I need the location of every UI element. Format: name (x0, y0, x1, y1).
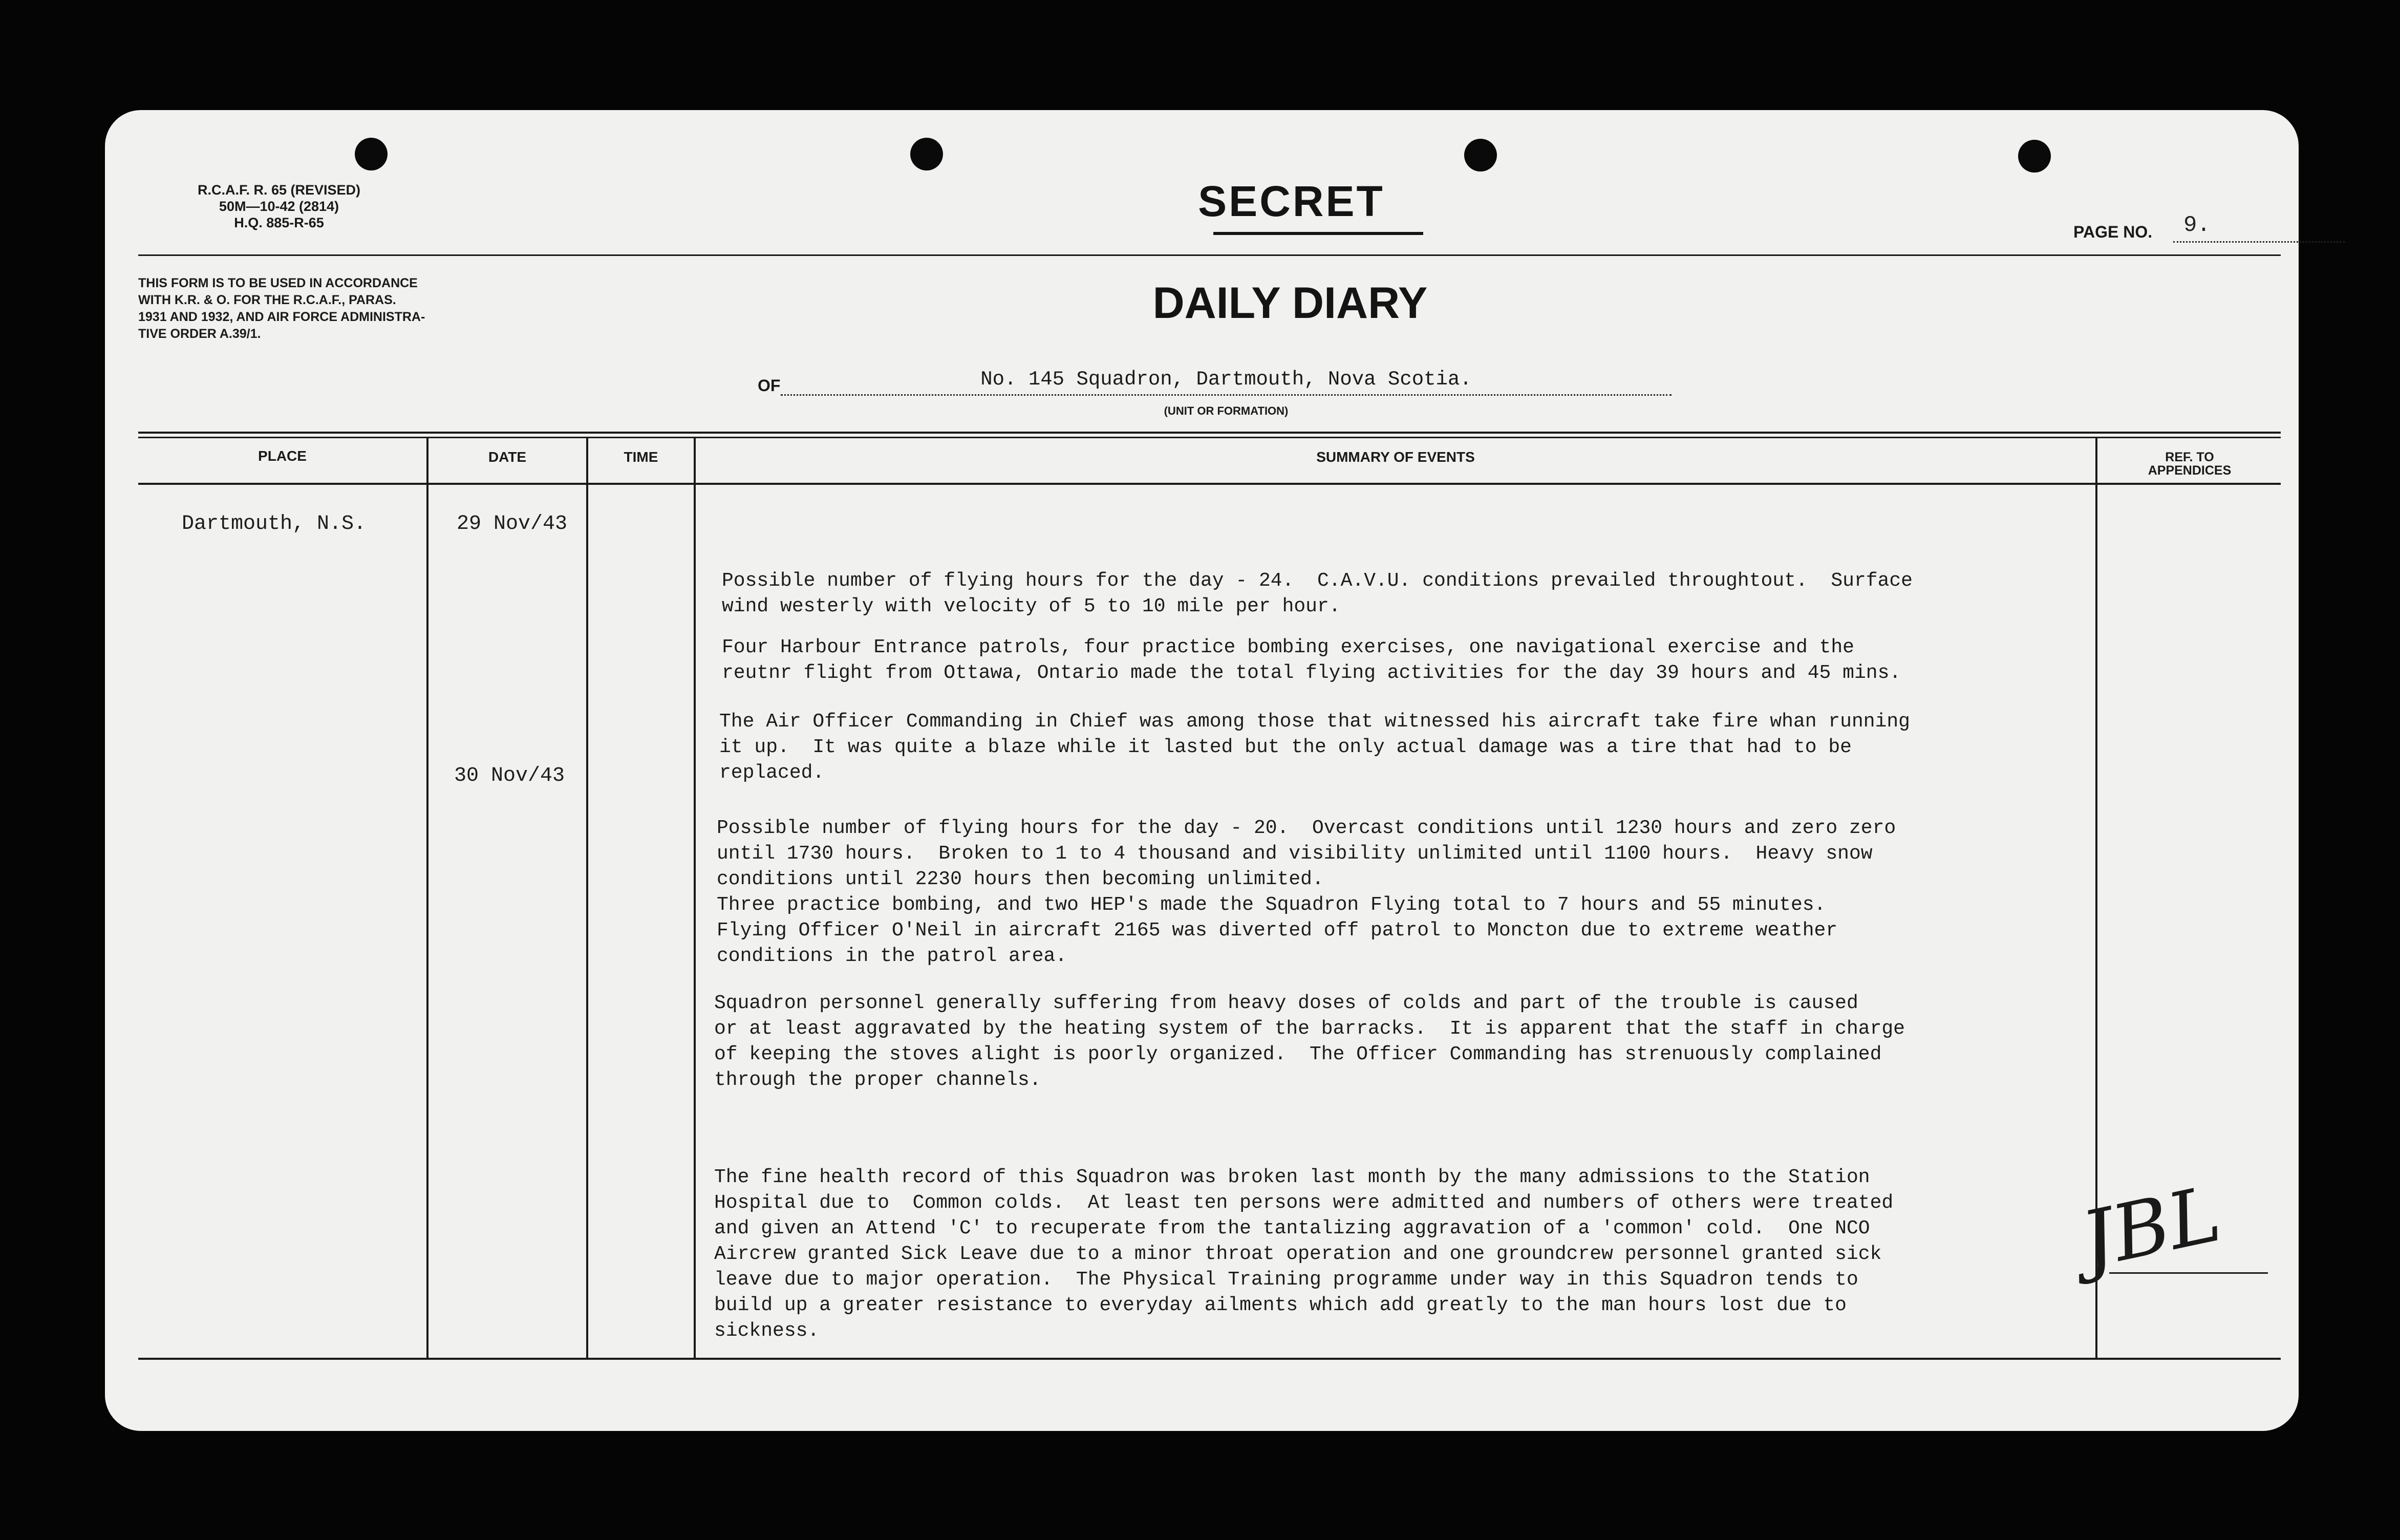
summary-paragraph: Possible number of flying hours for the day - 20. Overcast conditions until 1230 hours and zero zero until 1730 hours. Broken to 1 to 4 thousand and visibility unlimited until 1100 hours. Heavy snow conditions until 2230 hours then becoming unlimited. (717, 817, 1896, 890)
summary-paragraph: The Air Officer Commanding in Chief was among those that witnessed his aircraft take fire whan running it up. It was quite a blaze while it lasted but the only actual damage was a tire that had to be replaced. (719, 711, 1910, 784)
summary-paragraph: Three practice bombing, and two HEP's made the Squadron Flying total to 7 hours and 55 minutes. Flying Officer O'Neil in aircraft 2165 was diverted off patrol to Moncton due to extreme weather conditions in the patrol area. (717, 894, 1838, 967)
of-label: OF (758, 376, 781, 395)
column-divider (694, 437, 696, 1358)
punch-hole (355, 138, 388, 170)
date-entry: 30 Nov/43 (454, 764, 565, 787)
column-header-summary: SUMMARY OF EVENTS (1316, 449, 1475, 465)
handwritten-initials: JBL (2074, 1169, 2228, 1286)
page-number-value: 9. (2183, 212, 2211, 238)
header-rule (138, 254, 2281, 256)
page-number-label: PAGE NO. (2073, 223, 2153, 241)
diary-form-card (105, 110, 2299, 1431)
page-number-line (2173, 241, 2345, 243)
summary-paragraph: Possible number of flying hours for the day - 24. C.A.V.U. conditions prevailed throughtout. Surface wind westerly with velocity of 5 to 10 mile per hour. (722, 570, 1913, 617)
form-id: R.C.A.F. R. 65 (REVISED) 50M—10-42 (2814) H.Q. 885-R-65 (197, 182, 361, 230)
classification-heading: SECRET (1198, 177, 1385, 225)
header-bottom-rule (138, 483, 2281, 485)
classification-underline (1213, 232, 1423, 235)
table-top-rule-2 (138, 437, 2281, 438)
date-entry: 29 Nov/43 (457, 512, 568, 536)
column-header-date: DATE (488, 449, 527, 465)
table-top-rule (138, 432, 2281, 434)
punch-hole (1464, 139, 1497, 172)
punch-hole (2018, 140, 2051, 173)
column-divider (586, 437, 588, 1358)
summary-paragraph: The fine health record of this Squadron was broken last month by the many admissions to the Station Hospital due to Common colds. At least ten persons were admitted and numbers of others were treated and given an Attend 'C' to recuperate from the tantalizing aggravation of a 'common' cold. One NCO Aircrew granted Sick Leave due to a minor throat operation and one groundcrew personnel granted sick leave due to major operation. The Physical Training programme under way in this Squadron tends to build up a greater resistance to everyday ailments which add greatly to the man hours lost due to sickness. (714, 1166, 1894, 1342)
form-instructions: THIS FORM IS TO BE USED IN ACCORDANCE WITH K.R. & O. FOR THE R.C.A.F., PARAS. 1931 AND 1932, AND AIR FORCE ADMINISTRA- TIVE ORDER A.39/1. (138, 276, 425, 341)
column-divider (426, 437, 428, 1358)
punch-hole (910, 138, 943, 170)
summary-paragraph: Squadron personnel generally suffering from heavy doses of colds and part of the trouble is caused or at least aggravated by the heating system of the barracks. It is apparent that the staff in charge of keeping the stoves alight is poorly organized. The Officer Commanding has strenuously complained through the proper channels. (714, 992, 1905, 1091)
unit-caption: (UNIT OR FORMATION) (1164, 404, 1289, 417)
place-entry: Dartmouth, N.S. (182, 512, 367, 536)
column-header-ref: REF. TO APPENDICES (2148, 450, 2232, 478)
page-title: DAILY DIARY (1152, 279, 1428, 328)
unit-line (781, 394, 1672, 396)
unit-value: No. 145 Squadron, Dartmouth, Nova Scotia. (980, 368, 1472, 391)
column-header-place: PLACE (258, 448, 307, 464)
summary-paragraph: Four Harbour Entrance patrols, four practice bombing exercises, one navigational exercise and the reutnr flight from Ottawa, Ontario made the total flying activities for the day 39 hours and 45 mins. (722, 636, 1901, 684)
column-header-time: TIME (624, 449, 658, 465)
